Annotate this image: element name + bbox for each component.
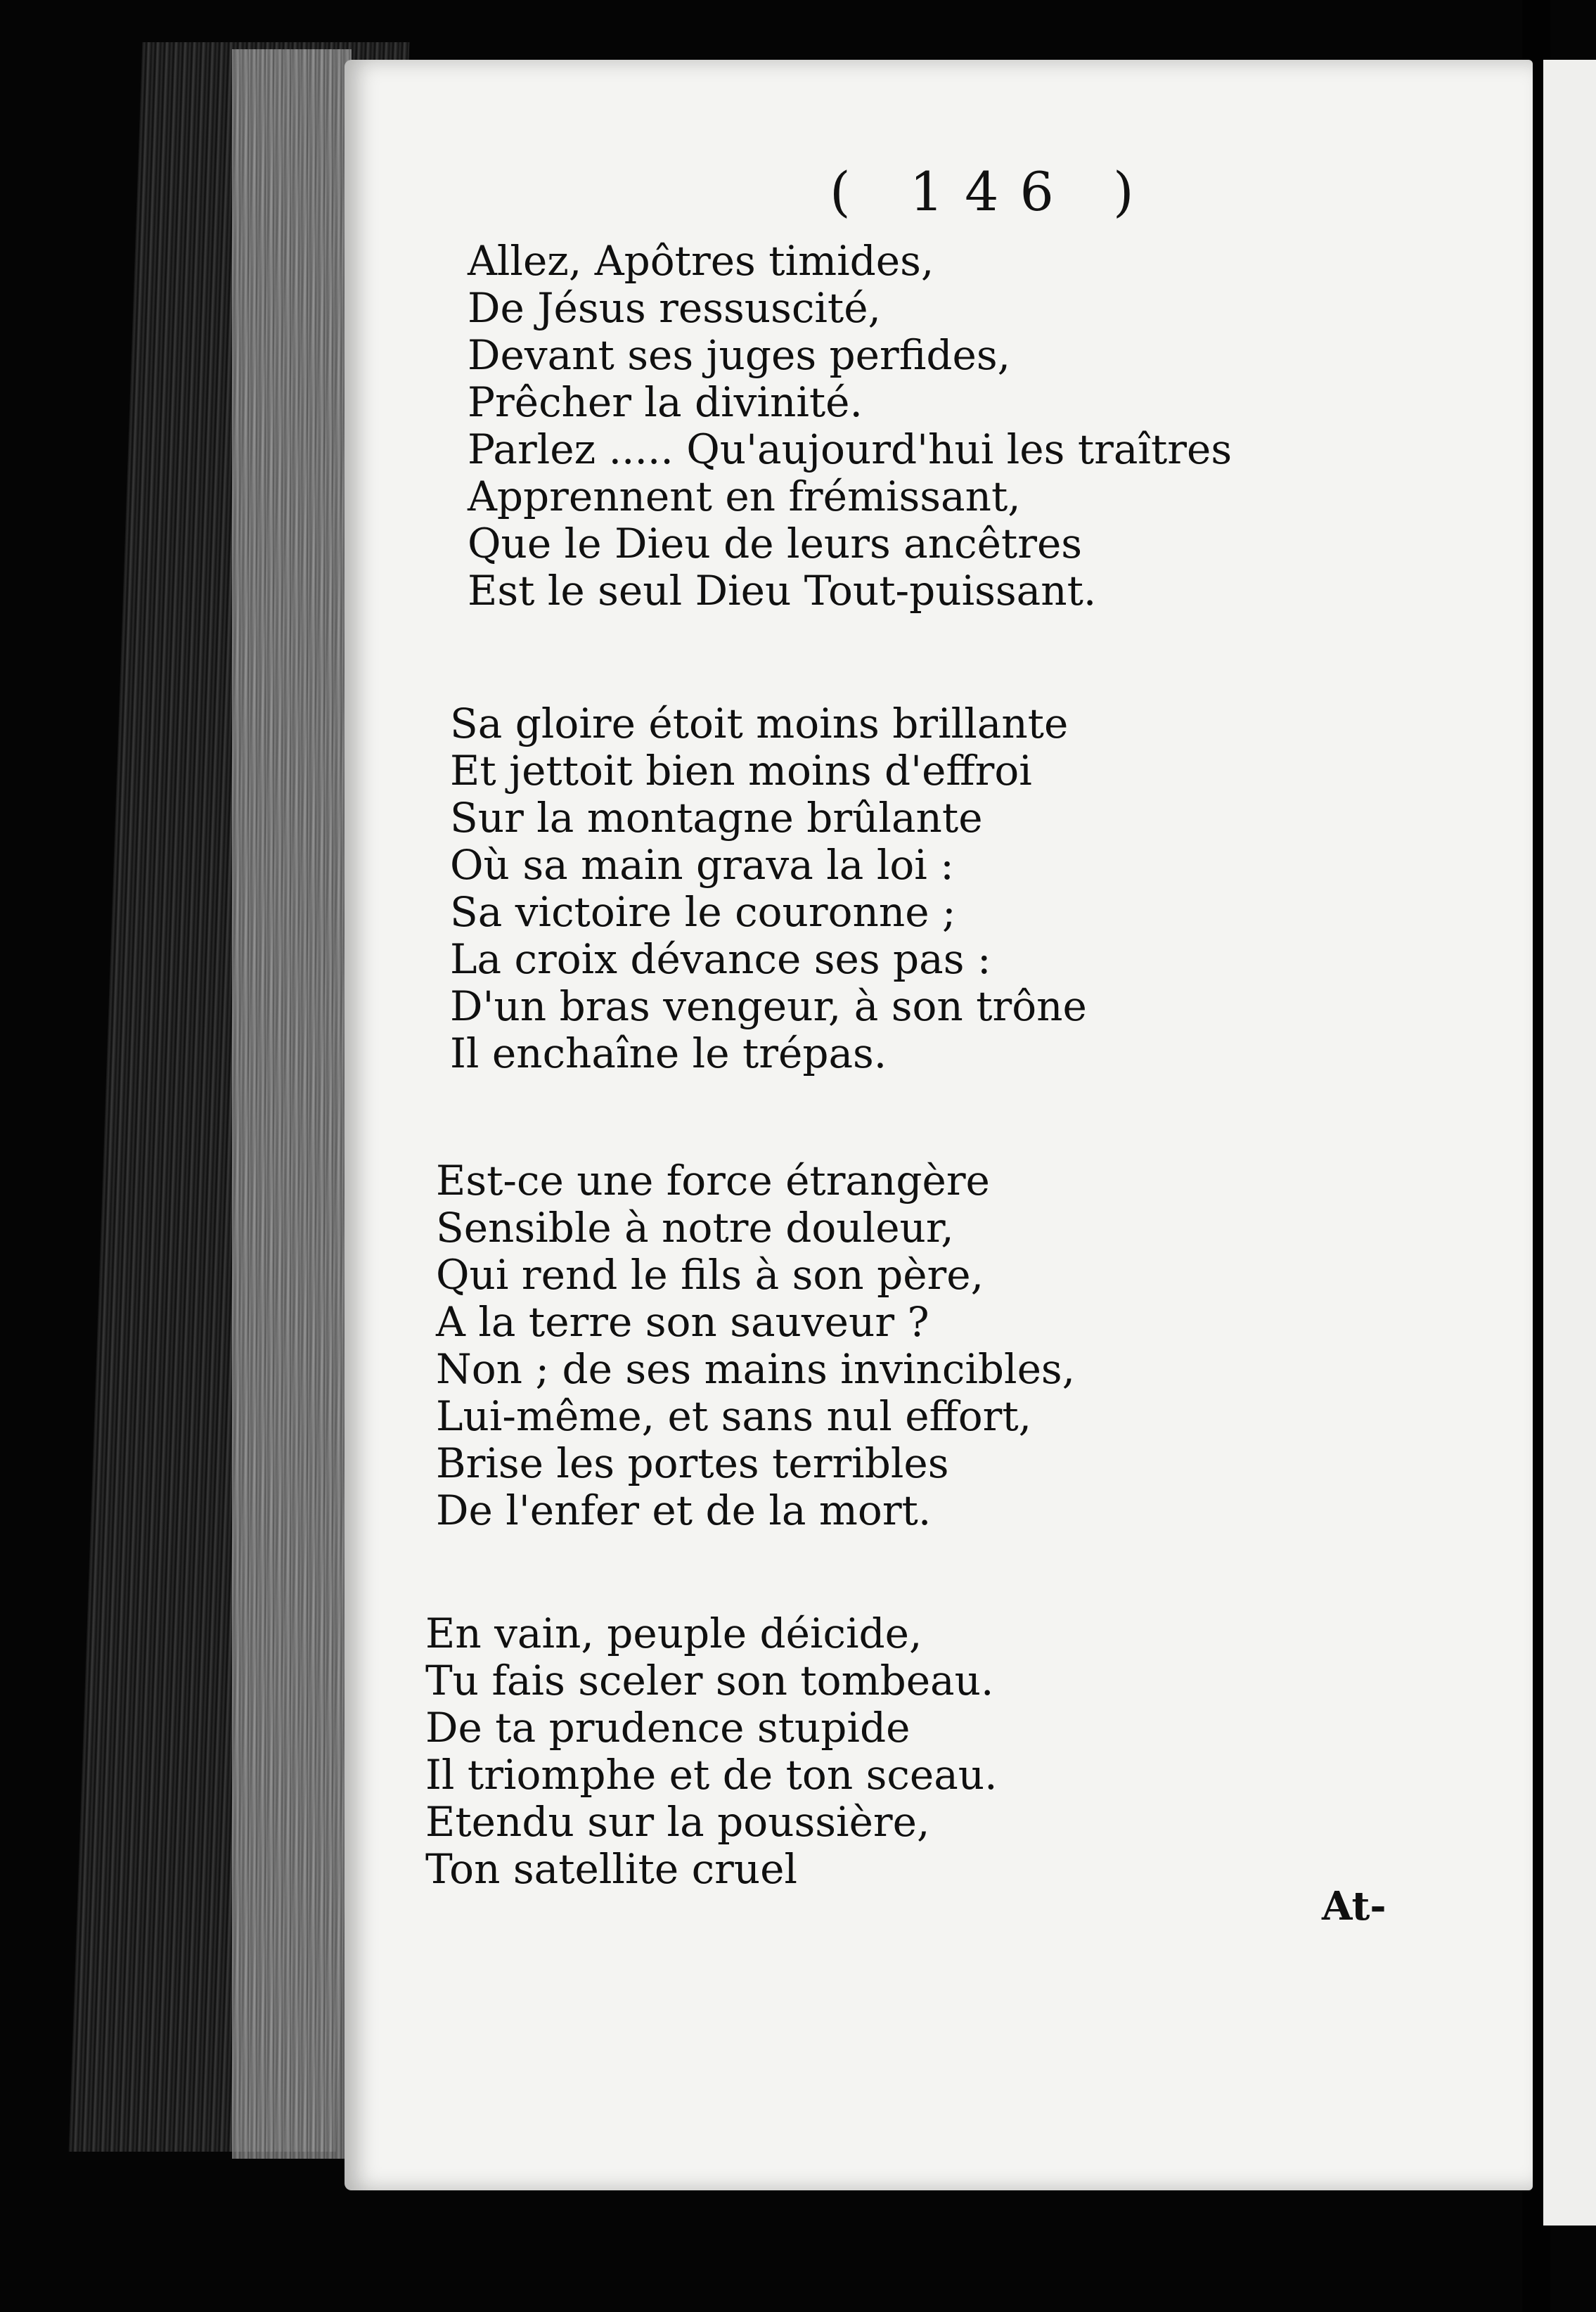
poem-line: Apprennent en frémissant,: [468, 473, 1021, 520]
poem-line: De ta prudence stupide: [425, 1704, 910, 1752]
poem-line: Est-ce une force étrangère: [436, 1157, 990, 1205]
poem-line: En vain, peuple déicide,: [425, 1610, 922, 1657]
poem-line: Il triomphe et de ton sceau.: [425, 1751, 998, 1799]
poem-line: Allez, Apôtres timides,: [468, 237, 934, 285]
poem-line: Sur la montagne brûlante: [450, 794, 983, 842]
poem-line: Ton satellite cruel: [425, 1845, 798, 1893]
poem-line: De Jésus ressuscité,: [468, 284, 881, 332]
poem-line: Non ; de ses mains invincibles,: [436, 1345, 1076, 1393]
poem-line: Qui rend le fils à son père,: [436, 1251, 984, 1299]
poem-line: Devant ses juges perfides,: [468, 331, 1011, 379]
catchword: At-: [1322, 1883, 1386, 1929]
poem-line: Où sa main grava la loi :: [450, 841, 954, 889]
poem-line: Lui-même, et sans nul effort,: [436, 1392, 1032, 1440]
book-page-edges-light: [232, 49, 352, 2159]
poem-line: Tu fais sceler son tombeau.: [425, 1657, 994, 1704]
page-number: ( 146 ): [830, 160, 1155, 223]
poem-line: Etendu sur la poussière,: [425, 1798, 930, 1846]
poem-line: Il enchaîne le trépas.: [450, 1029, 887, 1077]
poem-line: Brise les portes terribles: [436, 1439, 949, 1487]
stanza-2: [450, 700, 1087, 1077]
stanza-4: [425, 1610, 998, 1893]
facing-page-sliver: [1543, 60, 1596, 2226]
poem-line: A la terre son sauveur ?: [436, 1298, 929, 1346]
poem-line: Prêcher la divinité.: [468, 378, 863, 426]
poem-line: Sa gloire étoit moins brillante: [450, 700, 1069, 747]
stanza-1: [468, 238, 1232, 615]
poem-line: De l'enfer et de la mort.: [436, 1486, 932, 1534]
poem-line: Est le seul Dieu Tout-puissant.: [468, 567, 1097, 615]
poem-line: D'un bras vengeur, à son trône: [450, 982, 1087, 1030]
poem-line: Que le Dieu de leurs ancêtres: [468, 520, 1083, 567]
poem-line: La croix dévance ses pas :: [450, 935, 991, 983]
poem-line: Et jettoit bien moins d'effroi: [450, 747, 1032, 795]
poem-line: Parlez ..... Qu'aujourd'hui les traîtres: [468, 425, 1233, 473]
poem-line: Sensible à notre douleur,: [436, 1204, 954, 1252]
stanza-3: [436, 1157, 1075, 1534]
poem-line: Sa victoire le couronne ;: [450, 888, 956, 936]
